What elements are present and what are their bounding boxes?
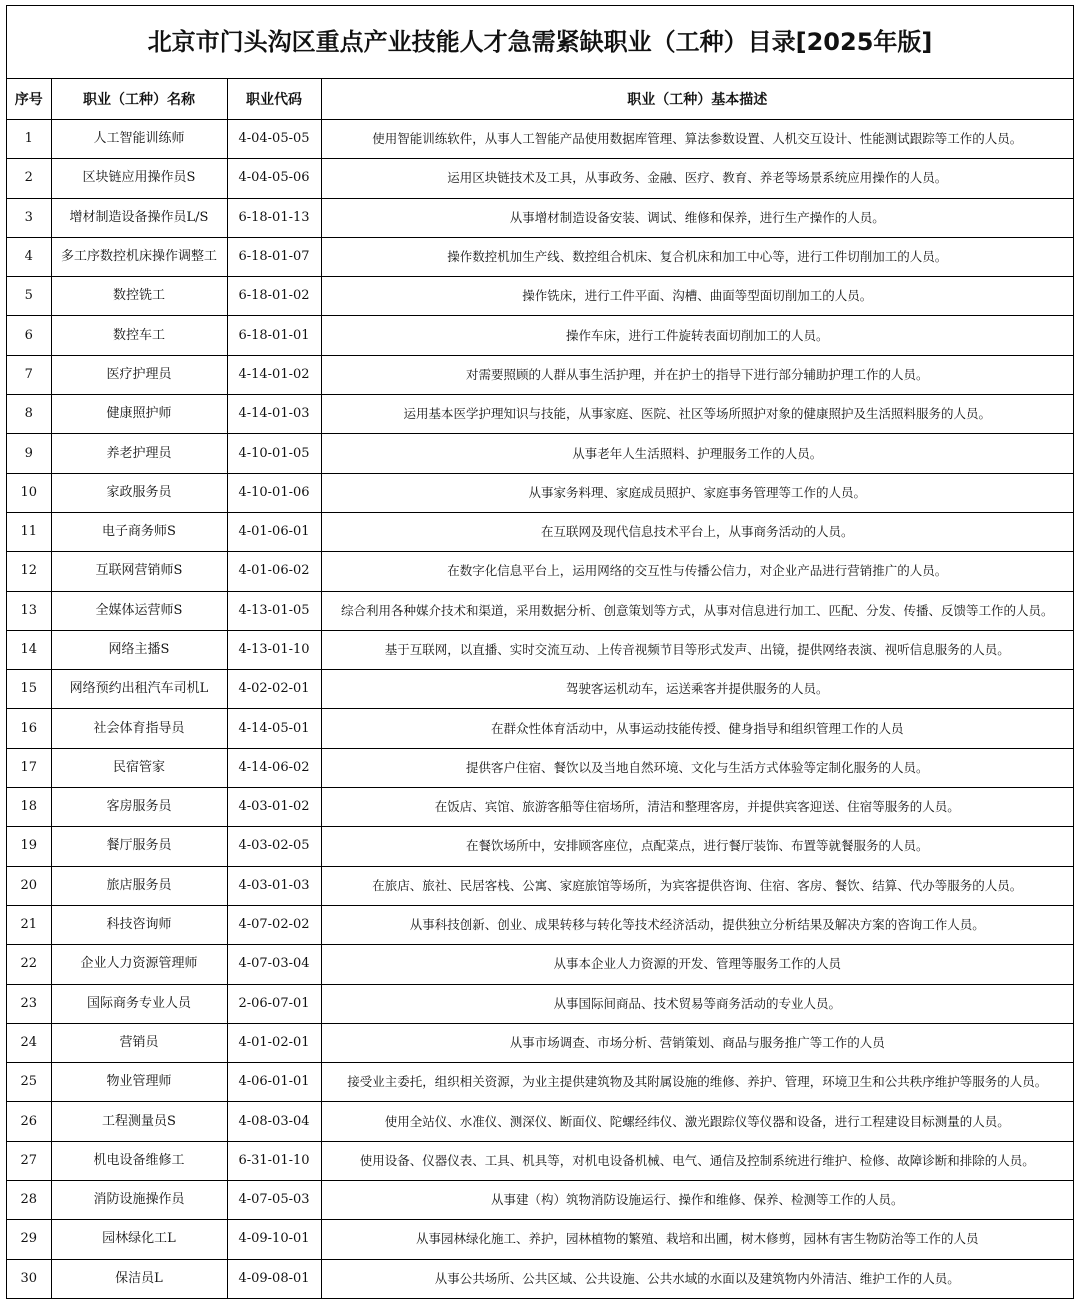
row-index: 20 bbox=[7, 866, 51, 905]
table-row bbox=[7, 945, 1073, 984]
row-index: 13 bbox=[7, 591, 51, 630]
occupation-code: 4-14-01-03 bbox=[227, 395, 321, 434]
occupation-code: 4-13-01-05 bbox=[227, 591, 321, 630]
table-row bbox=[7, 630, 1073, 669]
table-row bbox=[7, 434, 1073, 473]
occupation-description: 提供客户住宿、餐饮以及当地自然环境、文化与生活方式体验等定制化服务的人员。 bbox=[321, 748, 1073, 787]
occupation-name: 增材制造设备操作员L/S bbox=[51, 198, 227, 237]
table-row bbox=[7, 1220, 1073, 1259]
table-row bbox=[7, 198, 1073, 237]
occupation-code: 4-01-02-01 bbox=[227, 1023, 321, 1062]
table-row bbox=[7, 788, 1073, 827]
occupation-description: 从事建（构）筑物消防设施运行、操作和维修、保养、检测等工作的人员。 bbox=[321, 1181, 1073, 1220]
header-name: 职业（工种）名称 bbox=[51, 79, 227, 120]
row-index: 21 bbox=[7, 905, 51, 944]
row-index: 15 bbox=[7, 670, 51, 709]
row-index: 4 bbox=[7, 237, 51, 276]
occupation-name: 互联网营销师S bbox=[51, 552, 227, 591]
occupation-name: 网络预约出租汽车司机L bbox=[51, 670, 227, 709]
table-row bbox=[7, 473, 1073, 512]
occupation-name: 营销员 bbox=[51, 1023, 227, 1062]
row-index: 28 bbox=[7, 1181, 51, 1220]
row-index: 10 bbox=[7, 473, 51, 512]
occupation-code: 4-10-01-06 bbox=[227, 473, 321, 512]
row-index: 18 bbox=[7, 788, 51, 827]
occupation-code: 4-14-05-01 bbox=[227, 709, 321, 748]
occupation-code: 4-03-01-03 bbox=[227, 866, 321, 905]
occupation-description: 从事老年人生活照料、护理服务工作的人员。 bbox=[321, 434, 1073, 473]
occupation-description: 使用智能训练软件，从事人工智能产品使用数据库管理、算法参数设置、人机交互设计、性能测试跟踪等工作的人员。 bbox=[321, 120, 1073, 159]
table-row bbox=[7, 984, 1073, 1023]
occupation-description: 从事国际间商品、技术贸易等商务活动的专业人员。 bbox=[321, 984, 1073, 1023]
row-index: 6 bbox=[7, 316, 51, 355]
occupation-description: 从事本企业人力资源的开发、管理等服务工作的人员 bbox=[321, 945, 1073, 984]
occupation-table bbox=[7, 79, 1073, 1298]
row-index: 2 bbox=[7, 159, 51, 198]
table-row bbox=[7, 1063, 1073, 1102]
occupation-description: 操作铣床，进行工件平面、沟槽、曲面等型面切削加工的人员。 bbox=[321, 277, 1073, 316]
occupation-name: 电子商务师S bbox=[51, 512, 227, 551]
occupation-name: 养老护理员 bbox=[51, 434, 227, 473]
table-row bbox=[7, 355, 1073, 394]
occupation-code: 6-31-01-10 bbox=[227, 1141, 321, 1180]
row-index: 24 bbox=[7, 1023, 51, 1062]
occupation-description: 从事市场调查、市场分析、营销策划、商品与服务推广等工作的人员 bbox=[321, 1023, 1073, 1062]
row-index: 8 bbox=[7, 395, 51, 434]
table-row bbox=[7, 316, 1073, 355]
catalog-sheet bbox=[6, 5, 1074, 1299]
occupation-code: 4-14-06-02 bbox=[227, 748, 321, 787]
table-row bbox=[7, 1102, 1073, 1141]
row-index: 29 bbox=[7, 1220, 51, 1259]
occupation-name: 全媒体运营师S bbox=[51, 591, 227, 630]
row-index: 30 bbox=[7, 1259, 51, 1298]
row-index: 17 bbox=[7, 748, 51, 787]
occupation-description: 在群众性体育活动中，从事运动技能传授、健身指导和组织管理工作的人员 bbox=[321, 709, 1073, 748]
row-index: 3 bbox=[7, 198, 51, 237]
occupation-code: 4-09-08-01 bbox=[227, 1259, 321, 1298]
row-index: 11 bbox=[7, 512, 51, 551]
table-row bbox=[7, 159, 1073, 198]
occupation-code: 4-13-01-10 bbox=[227, 630, 321, 669]
occupation-description: 基于互联网，以直播、实时交流互动、上传音视频节目等形式发声、出镜，提供网络表演、视听信息服务的人员。 bbox=[321, 630, 1073, 669]
table-row bbox=[7, 120, 1073, 159]
occupation-name: 客房服务员 bbox=[51, 788, 227, 827]
occupation-description: 从事园林绿化施工、养护，园林植物的繁殖、栽培和出圃，树木修剪，园林有害生物防治等工作的人员 bbox=[321, 1220, 1073, 1259]
table-row bbox=[7, 1259, 1073, 1298]
occupation-description: 在数字化信息平台上，运用网络的交互性与传播公信力，对企业产品进行营销推广的人员。 bbox=[321, 552, 1073, 591]
document-title: 北京市门头沟区重点产业技能人才急需紧缺职业（工种）目录[2025年版] bbox=[7, 6, 1073, 79]
occupation-description: 运用区块链技术及工具，从事政务、金融、医疗、教育、养老等场景系统应用操作的人员。 bbox=[321, 159, 1073, 198]
row-index: 9 bbox=[7, 434, 51, 473]
occupation-description: 从事家务料理、家庭成员照护、家庭事务管理等工作的人员。 bbox=[321, 473, 1073, 512]
occupation-description: 使用设备、仪器仪表、工具、机具等，对机电设备机械、电气、通信及控制系统进行维护、检修、故障诊断和排除的人员。 bbox=[321, 1141, 1073, 1180]
occupation-name: 企业人力资源管理师 bbox=[51, 945, 227, 984]
occupation-name: 物业管理师 bbox=[51, 1063, 227, 1102]
occupation-description: 在饭店、宾馆、旅游客船等住宿场所，清洁和整理客房，并提供宾客迎送、住宿等服务的人员。 bbox=[321, 788, 1073, 827]
row-index: 7 bbox=[7, 355, 51, 394]
occupation-description: 使用全站仪、水准仪、测深仪、断面仪、陀螺经纬仪、激光跟踪仪等仪器和设备，进行工程建设目标测量的人员。 bbox=[321, 1102, 1073, 1141]
occupation-description: 驾驶客运机动车，运送乘客并提供服务的人员。 bbox=[321, 670, 1073, 709]
occupation-description: 操作数控机加生产线、数控组合机床、复合机床和加工中心等，进行工件切削加工的人员。 bbox=[321, 237, 1073, 276]
occupation-code: 4-01-06-01 bbox=[227, 512, 321, 551]
occupation-code: 4-09-10-01 bbox=[227, 1220, 321, 1259]
table-row bbox=[7, 237, 1073, 276]
occupation-name: 区块链应用操作员S bbox=[51, 159, 227, 198]
occupation-code: 6-18-01-13 bbox=[227, 198, 321, 237]
occupation-name: 旅店服务员 bbox=[51, 866, 227, 905]
occupation-description: 运用基本医学护理知识与技能，从事家庭、医院、社区等场所照护对象的健康照护及生活照料服务的人员。 bbox=[321, 395, 1073, 434]
occupation-code: 4-03-02-05 bbox=[227, 827, 321, 866]
table-row bbox=[7, 1023, 1073, 1062]
row-index: 27 bbox=[7, 1141, 51, 1180]
row-index: 23 bbox=[7, 984, 51, 1023]
occupation-code: 6-18-01-07 bbox=[227, 237, 321, 276]
occupation-name: 多工序数控机床操作调整工 bbox=[51, 237, 227, 276]
occupation-name: 餐厅服务员 bbox=[51, 827, 227, 866]
occupation-name: 机电设备维修工 bbox=[51, 1141, 227, 1180]
occupation-name: 园林绿化工L bbox=[51, 1220, 227, 1259]
row-index: 5 bbox=[7, 277, 51, 316]
occupation-code: 4-03-01-02 bbox=[227, 788, 321, 827]
occupation-name: 社会体育指导员 bbox=[51, 709, 227, 748]
occupation-name: 国际商务专业人员 bbox=[51, 984, 227, 1023]
header-description: 职业（工种）基本描述 bbox=[321, 79, 1073, 120]
row-index: 19 bbox=[7, 827, 51, 866]
occupation-code: 4-01-06-02 bbox=[227, 552, 321, 591]
occupation-description: 在互联网及现代信息技术平台上，从事商务活动的人员。 bbox=[321, 512, 1073, 551]
occupation-name: 民宿管家 bbox=[51, 748, 227, 787]
occupation-code: 4-06-01-01 bbox=[227, 1063, 321, 1102]
occupation-description: 对需要照顾的人群从事生活护理，并在护士的指导下进行部分辅助护理工作的人员。 bbox=[321, 355, 1073, 394]
occupation-description: 接受业主委托，组织相关资源，为业主提供建筑物及其附属设施的维修、养护、管理，环境卫生和公共秩序维护等服务的人员。 bbox=[321, 1063, 1073, 1102]
occupation-name: 人工智能训练师 bbox=[51, 120, 227, 159]
row-index: 1 bbox=[7, 120, 51, 159]
occupation-description: 在旅店、旅社、民居客栈、公寓、家庭旅馆等场所，为宾客提供咨询、住宿、客房、餐饮、结算、代办等服务的人员。 bbox=[321, 866, 1073, 905]
occupation-code: 4-10-01-05 bbox=[227, 434, 321, 473]
table-row bbox=[7, 512, 1073, 551]
occupation-code: 4-04-05-05 bbox=[227, 120, 321, 159]
occupation-description: 从事增材制造设备安装、调试、维修和保养，进行生产操作的人员。 bbox=[321, 198, 1073, 237]
table-row bbox=[7, 670, 1073, 709]
table-row bbox=[7, 1181, 1073, 1220]
occupation-code: 4-02-02-01 bbox=[227, 670, 321, 709]
occupation-name: 保洁员L bbox=[51, 1259, 227, 1298]
occupation-description: 操作车床，进行工件旋转表面切削加工的人员。 bbox=[321, 316, 1073, 355]
occupation-name: 数控车工 bbox=[51, 316, 227, 355]
table-row bbox=[7, 395, 1073, 434]
occupation-description: 从事科技创新、创业、成果转移与转化等技术经济活动，提供独立分析结果及解决方案的咨询工作人员。 bbox=[321, 905, 1073, 944]
occupation-name: 消防设施操作员 bbox=[51, 1181, 227, 1220]
table-row bbox=[7, 277, 1073, 316]
occupation-description: 综合利用各种媒介技术和渠道，采用数据分析、创意策划等方式，从事对信息进行加工、匹配、分发、传播、反馈等工作的人员。 bbox=[321, 591, 1073, 630]
row-index: 14 bbox=[7, 630, 51, 669]
table-row bbox=[7, 709, 1073, 748]
table-row bbox=[7, 827, 1073, 866]
table-row bbox=[7, 552, 1073, 591]
occupation-name: 网络主播S bbox=[51, 630, 227, 669]
occupation-name: 家政服务员 bbox=[51, 473, 227, 512]
occupation-name: 健康照护师 bbox=[51, 395, 227, 434]
table-header-row bbox=[7, 79, 1073, 120]
occupation-name: 科技咨询师 bbox=[51, 905, 227, 944]
table-row bbox=[7, 866, 1073, 905]
occupation-code: 4-07-03-04 bbox=[227, 945, 321, 984]
occupation-code: 2-06-07-01 bbox=[227, 984, 321, 1023]
occupation-code: 4-08-03-04 bbox=[227, 1102, 321, 1141]
occupation-code: 4-07-05-03 bbox=[227, 1181, 321, 1220]
table-row bbox=[7, 1141, 1073, 1180]
table-row bbox=[7, 591, 1073, 630]
occupation-code: 4-14-01-02 bbox=[227, 355, 321, 394]
row-index: 26 bbox=[7, 1102, 51, 1141]
occupation-code: 6-18-01-02 bbox=[227, 277, 321, 316]
row-index: 25 bbox=[7, 1063, 51, 1102]
row-index: 12 bbox=[7, 552, 51, 591]
row-index: 16 bbox=[7, 709, 51, 748]
occupation-name: 数控铣工 bbox=[51, 277, 227, 316]
occupation-code: 6-18-01-01 bbox=[227, 316, 321, 355]
occupation-description: 在餐饮场所中，安排顾客座位，点配菜点，进行餐厅装饰、布置等就餐服务的人员。 bbox=[321, 827, 1073, 866]
occupation-name: 医疗护理员 bbox=[51, 355, 227, 394]
header-code: 职业代码 bbox=[227, 79, 321, 120]
table-row bbox=[7, 748, 1073, 787]
occupation-name: 工程测量员S bbox=[51, 1102, 227, 1141]
occupation-code: 4-04-05-06 bbox=[227, 159, 321, 198]
row-index: 22 bbox=[7, 945, 51, 984]
occupation-description: 从事公共场所、公共区域、公共设施、公共水域的水面以及建筑物内外清洁、维护工作的人员。 bbox=[321, 1259, 1073, 1298]
header-index: 序号 bbox=[7, 79, 51, 120]
occupation-code: 4-07-02-02 bbox=[227, 905, 321, 944]
table-row bbox=[7, 905, 1073, 944]
